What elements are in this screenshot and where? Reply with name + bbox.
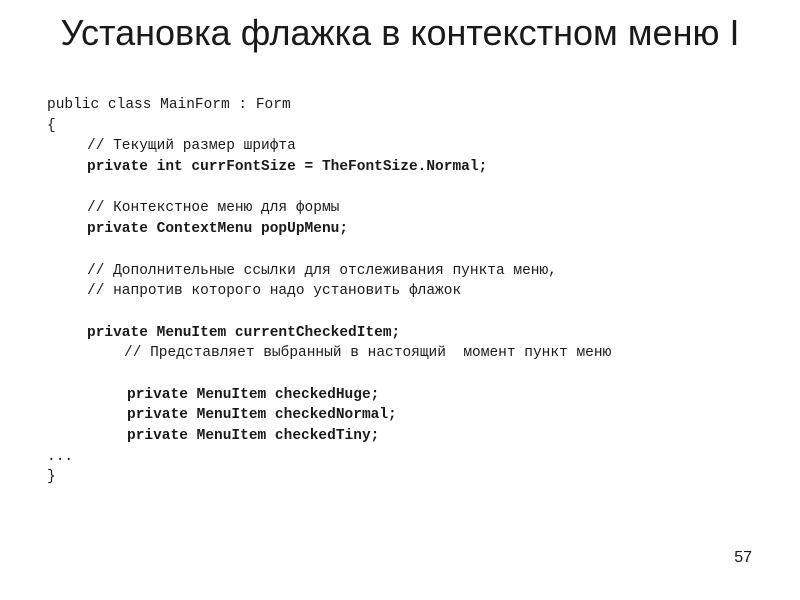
code-line-checked-huge: private MenuItem checkedHuge; (127, 386, 380, 403)
code-line-blank (47, 240, 611, 261)
code-line-current-checked-item: private MenuItem currentCheckedItem; (87, 324, 401, 341)
code-line-class-decl: public class MainForm : Form (47, 97, 291, 113)
code-line-checked-tiny: private MenuItem checkedTiny; (127, 428, 380, 444)
code-line-checked-normal: private MenuItem checkedNormal; (127, 407, 397, 424)
code-line-open-brace: { (47, 117, 56, 134)
code-line-comment-checkmark: // напротив которого надо установить флажок (87, 283, 462, 300)
code-line-popup-menu: private ContextMenu popUpMenu; (87, 221, 349, 238)
code-line-comment-context-menu: // Контекстное меню для формы (87, 200, 340, 217)
code-line-close-brace: } (47, 469, 56, 486)
code-line-comment-font-size: // Текущий размер шрифта (87, 138, 296, 155)
code-line-comment-selected-item: // Представляет выбранный в настоящий момент пункт меню (124, 345, 612, 362)
code-line-comment-extra-refs: // Дополнительные ссылки для отслеживания пункта меню, (87, 262, 557, 279)
slide-title: Установка флажка в контекстном меню I (60, 12, 740, 53)
code-block (47, 95, 611, 488)
code-line-blank (47, 178, 611, 199)
page-number: 57 (734, 549, 752, 566)
code-line-blank (47, 302, 611, 323)
code-line-curr-font-size: private int currFontSize = TheFontSize.Normal; (87, 159, 488, 176)
code-line-ellipsis: ... (47, 448, 74, 465)
code-line-blank (47, 364, 611, 385)
